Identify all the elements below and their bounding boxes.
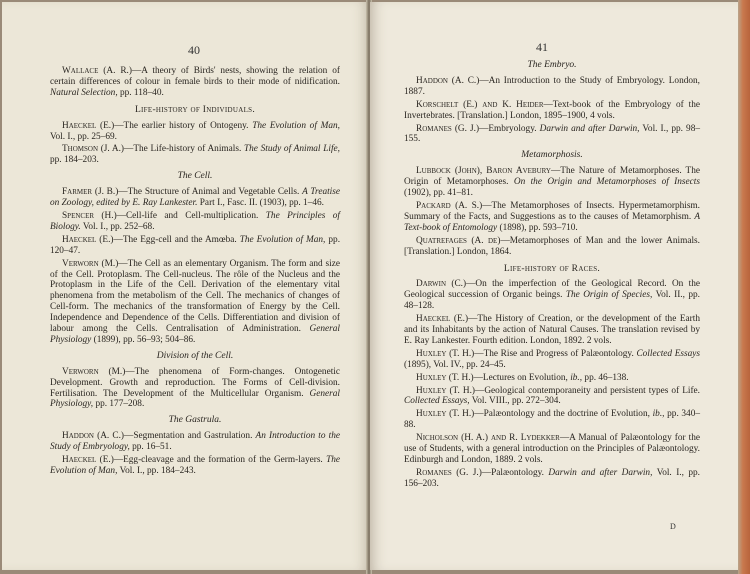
bib-entry: Haddon (A. C.)—An Introduction to the Study of Embryology. London, 1887. — [404, 75, 700, 97]
bib-entry: Spencer (H.)—Cell-life and Cell-multiplication. The Principles of Biology. Vol. I., pp. 252–68. — [50, 210, 340, 232]
bib-entry: Huxley (T. H.)—The Rise and Progress of Palæontology. Collected Essays (1895), Vol. IV., pp. 24–45. — [404, 348, 701, 370]
bib-entry: Haeckel (E.)—The History of Creation, or the development of the Earth and its Inhabitants by the action of Natural Causes. The translation revised by E. Ray Lankester. Fourth edition. London, 1892. 2 vols. — [404, 314, 700, 346]
entries-races — [404, 279, 700, 489]
signature-mark: D — [670, 522, 676, 531]
entries-gastrula — [50, 431, 340, 477]
entries-division — [50, 367, 340, 411]
bib-entry: Darwin (C.)—On the imperfection of the Geological Record. On the Geological succession of Organic beings. The Origin of Species, Vol. II., pp. 48–128. — [404, 279, 700, 312]
entries-individuals — [50, 121, 340, 167]
section-heading: The Cell. — [177, 171, 213, 182]
entries-metamorphosis — [404, 166, 700, 257]
section-heading: The Gastrula. — [168, 415, 222, 426]
bib-entry: Romanes (G. J.)—Palæontology. Darwin and after Darwin, Vol. I., pp. 156–203. — [404, 467, 701, 489]
entries-cell — [50, 187, 340, 346]
section-heading: Life-history of Races. — [503, 263, 601, 274]
entries-embryo — [404, 76, 700, 145]
bib-entry: Verworn (M.)—The phenomena of Form-changes. Ontogenetic Development. Growth and reproduction. The Forms of Cell-division. Fertilisation. The Development of the Multicellular Organism. General Physiology, pp. 177–208. — [50, 366, 340, 410]
bib-entry: Haeckel (E.)—Egg-cleavage and the formation of the Germ-layers. The Evolution of Man, Vol. I., pp. 184–243. — [50, 455, 341, 476]
bib-entry: Verworn (M.)—The Cell as an elementary Organism. The form and size of the Cell. Protoplasm. The Cell-nucleus. The rôle of the Nucleus and the Protoplasm in the Life of the Cell. Derivation of the elementary vital phenomena from the metabolism of the Cell. The mechanics of changes of Cell-form. The mechanics of the transformation of Energy by the Cell. Independence and Dependence of the Cells. Differentiation and division of labour among the Cells. Centralisation of Administration. General Physiology (1899), pp. 56–93; 504–86. — [50, 258, 341, 345]
section-heading: Division of the Cell. — [156, 350, 234, 361]
right-page-text — [404, 58, 700, 492]
bib-entry: Haeckel (E.)—The earlier history of Ontogeny. The Evolution of Man, Vol. I., pp. 25–69. — [50, 120, 340, 142]
page-edge — [738, 0, 750, 574]
left-page — [2, 2, 369, 570]
bib-entry: Nicholson (H. A.) and R. Lydekker—A Manual of Palæontology for the use of Students, with a general introduction on the Principles of Palæontology. Edinburgh and London, 1889. 2 vols. — [404, 433, 700, 465]
bib-entry: Huxley (T. H.)—Geological contemporaneity and persistent types of Life. Collected Essays, Vol. VIII., pp. 272–304. — [404, 385, 701, 407]
page-number: 41 — [536, 40, 548, 54]
bib-entry: Korschelt (E.) and K. Heider—Text-book of the Embryology of the Invertebrates. [Translation.] London, 1895–1900, 4 vols. — [404, 99, 700, 121]
bib-entry: Huxley (T. H.)—Lectures on Evolution, ib., pp. 46–138. — [416, 372, 629, 383]
section-heading: The Embryo. — [527, 60, 577, 70]
page-number: 40 — [188, 43, 200, 57]
bib-entry: Huxley (T. H.)—Palæontology and the doctrine of Evolution, ib., pp. 340–88. — [404, 409, 701, 431]
bib-entry: Quatrefages (A. de)—Metamorphoses of Man and the lower Animals. [Translation.] London, 1864. — [404, 235, 700, 257]
left-page-text — [50, 66, 340, 479]
bib-entry: Lubbock (John), Baron Avebury—The Nature of Metamorphoses. The Origin of Metamorphoses. On the Origin and Metamorphoses of Insects (1902), pp. 41–81. — [404, 166, 700, 199]
bib-entry: Wallace (A. R.)—A theory of Birds' nests, showing the relation of certain differences of colour in female birds to their mode of nidification. Natural Selection, pp. 118–40. — [50, 66, 340, 98]
bib-entry: Packard (A. S.)—The Metamorphoses of Insects. Hypermetamorphism. Summary of the Facts, and Suggestions as to the causes of Metamorphism. A Text-book of Entomology (1898), pp. 593–710. — [404, 200, 700, 233]
section-heading: Life-history of Individuals. — [134, 104, 256, 115]
bib-entry: Haddon (A. C.)—Segmentation and Gastrulation. An Introduction to the Study of Embryology, pp. 16–51. — [50, 431, 340, 453]
bib-entry: Thomson (J. A.)—The Life-history of Animals. The Study of Animal Life, pp. 184–203. — [50, 144, 340, 166]
section-heading: Metamorphosis. — [521, 150, 583, 161]
bib-entry: Haeckel (E.)—The Egg-cell and the Amœba. The Evolution of Man, pp. 120–47. — [50, 234, 341, 256]
bib-entry: Romanes (G. J.)—Embryology. Darwin and after Darwin, Vol. I., pp. 98–155. — [404, 123, 701, 145]
bib-entry: Farmer (J. B.)—The Structure of Animal and Vegetable Cells. A Treatise on Zoology, edited by E. Ray Lankester. Part I., Fasc. II. (1903), pp. 1–46. — [50, 187, 341, 209]
right-page — [370, 2, 738, 570]
